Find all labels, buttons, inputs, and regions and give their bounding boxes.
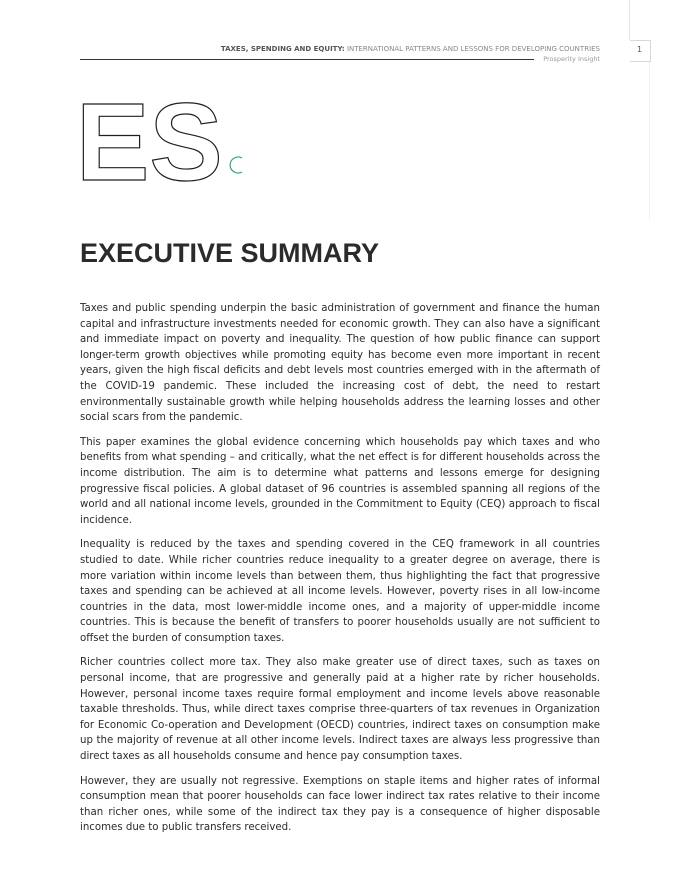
paragraph: However, they are usually not regressive. Exemptions on staple items and higher rates of informal consumption mean that poorer households can face lower indirect tax rates relative to their income than richer ones, while some of the indirect tax they pay is a consequence of higher disposable incomes due to public transfers received. bbox=[80, 775, 600, 834]
page-edge-line bbox=[629, 0, 630, 40]
header-title-light: INTERNATIONAL PATTERNS AND LESSONS FOR DEVELOPING COUNTRIES bbox=[346, 45, 600, 53]
body-text bbox=[80, 301, 600, 845]
header-title bbox=[221, 44, 600, 54]
header-title-bold: TAXES, SPENDING AND EQUITY: bbox=[220, 45, 345, 53]
header-divider bbox=[80, 59, 534, 60]
paragraph: Inequality is reduced by the taxes and spending covered in the CEQ framework in all countries studied to date. While richer countries reduce inequality to a greater degree on average, there is more variation within income levels than between them, thus highlighting the fact that progressive taxes and spending can be achieved at all income levels. However, poverty rises in all low-income countries in the data, most lower-middle income ones, and a majority of upper-middle income countries. This is because the benefit of transfers to poorer households usually are not sufficient to offset the burden of consumption taxes. bbox=[80, 539, 600, 644]
header-subtitle: Prosperity Insight bbox=[543, 55, 600, 63]
es-section-mark bbox=[76, 94, 256, 186]
running-header bbox=[221, 44, 600, 64]
es-outline-letters: ES bbox=[76, 94, 223, 186]
page-number-tab bbox=[630, 40, 651, 62]
page-number: 1 bbox=[637, 45, 643, 54]
green-arc-icon bbox=[230, 157, 242, 173]
page-title: EXECUTIVE SUMMARY bbox=[80, 238, 380, 268]
paragraph: This paper examines the global evidence concerning which households pay which taxes and who benefits from what spending – and critically, what the net effect is for different households across the income distribution. The aim is to determine what patterns and lessons emerge for designing progressive fiscal policies. A global dataset of 96 countries is assembled spanning all regions of the world and all national income levels, grounded in the Commitment to Equity (CEQ) approach to fiscal incidence. bbox=[80, 436, 600, 526]
paragraph: Taxes and public spending underpin the basic administration of government and finance the human capital and infrastructure investments needed for economic growth. They can also have a significant and immediate impact on poverty and inequality. The question of how public finance can support longer-term growth objectives while promoting equity has become even more important in recent years, given the high fiscal deficits and debt levels most countries emerged with in the aftermath of the COVID-19 pandemic. These included the increasing cost of debt, the need to restart environmentally sustainable growth while helping households address the learning losses and other social scars from the pandemic. bbox=[80, 303, 600, 424]
page-edge-line bbox=[649, 60, 650, 220]
paragraph: Richer countries collect more tax. They also make greater use of direct taxes, such as taxes on personal income, that are progressive and generally paid at a higher rate by richer households. However, personal income taxes require formal employment and income levels above reasonable taxable thresholds. Thus, while direct taxes comprise three-quarters of tax revenues in Organization for Economic Co-operation and Development (OECD) countries, indirect taxes on consumption make up the majority of revenue at all other income levels. Indirect taxes are always less progressive than direct taxes as all households consume and hence pay consumption taxes. bbox=[80, 657, 600, 763]
